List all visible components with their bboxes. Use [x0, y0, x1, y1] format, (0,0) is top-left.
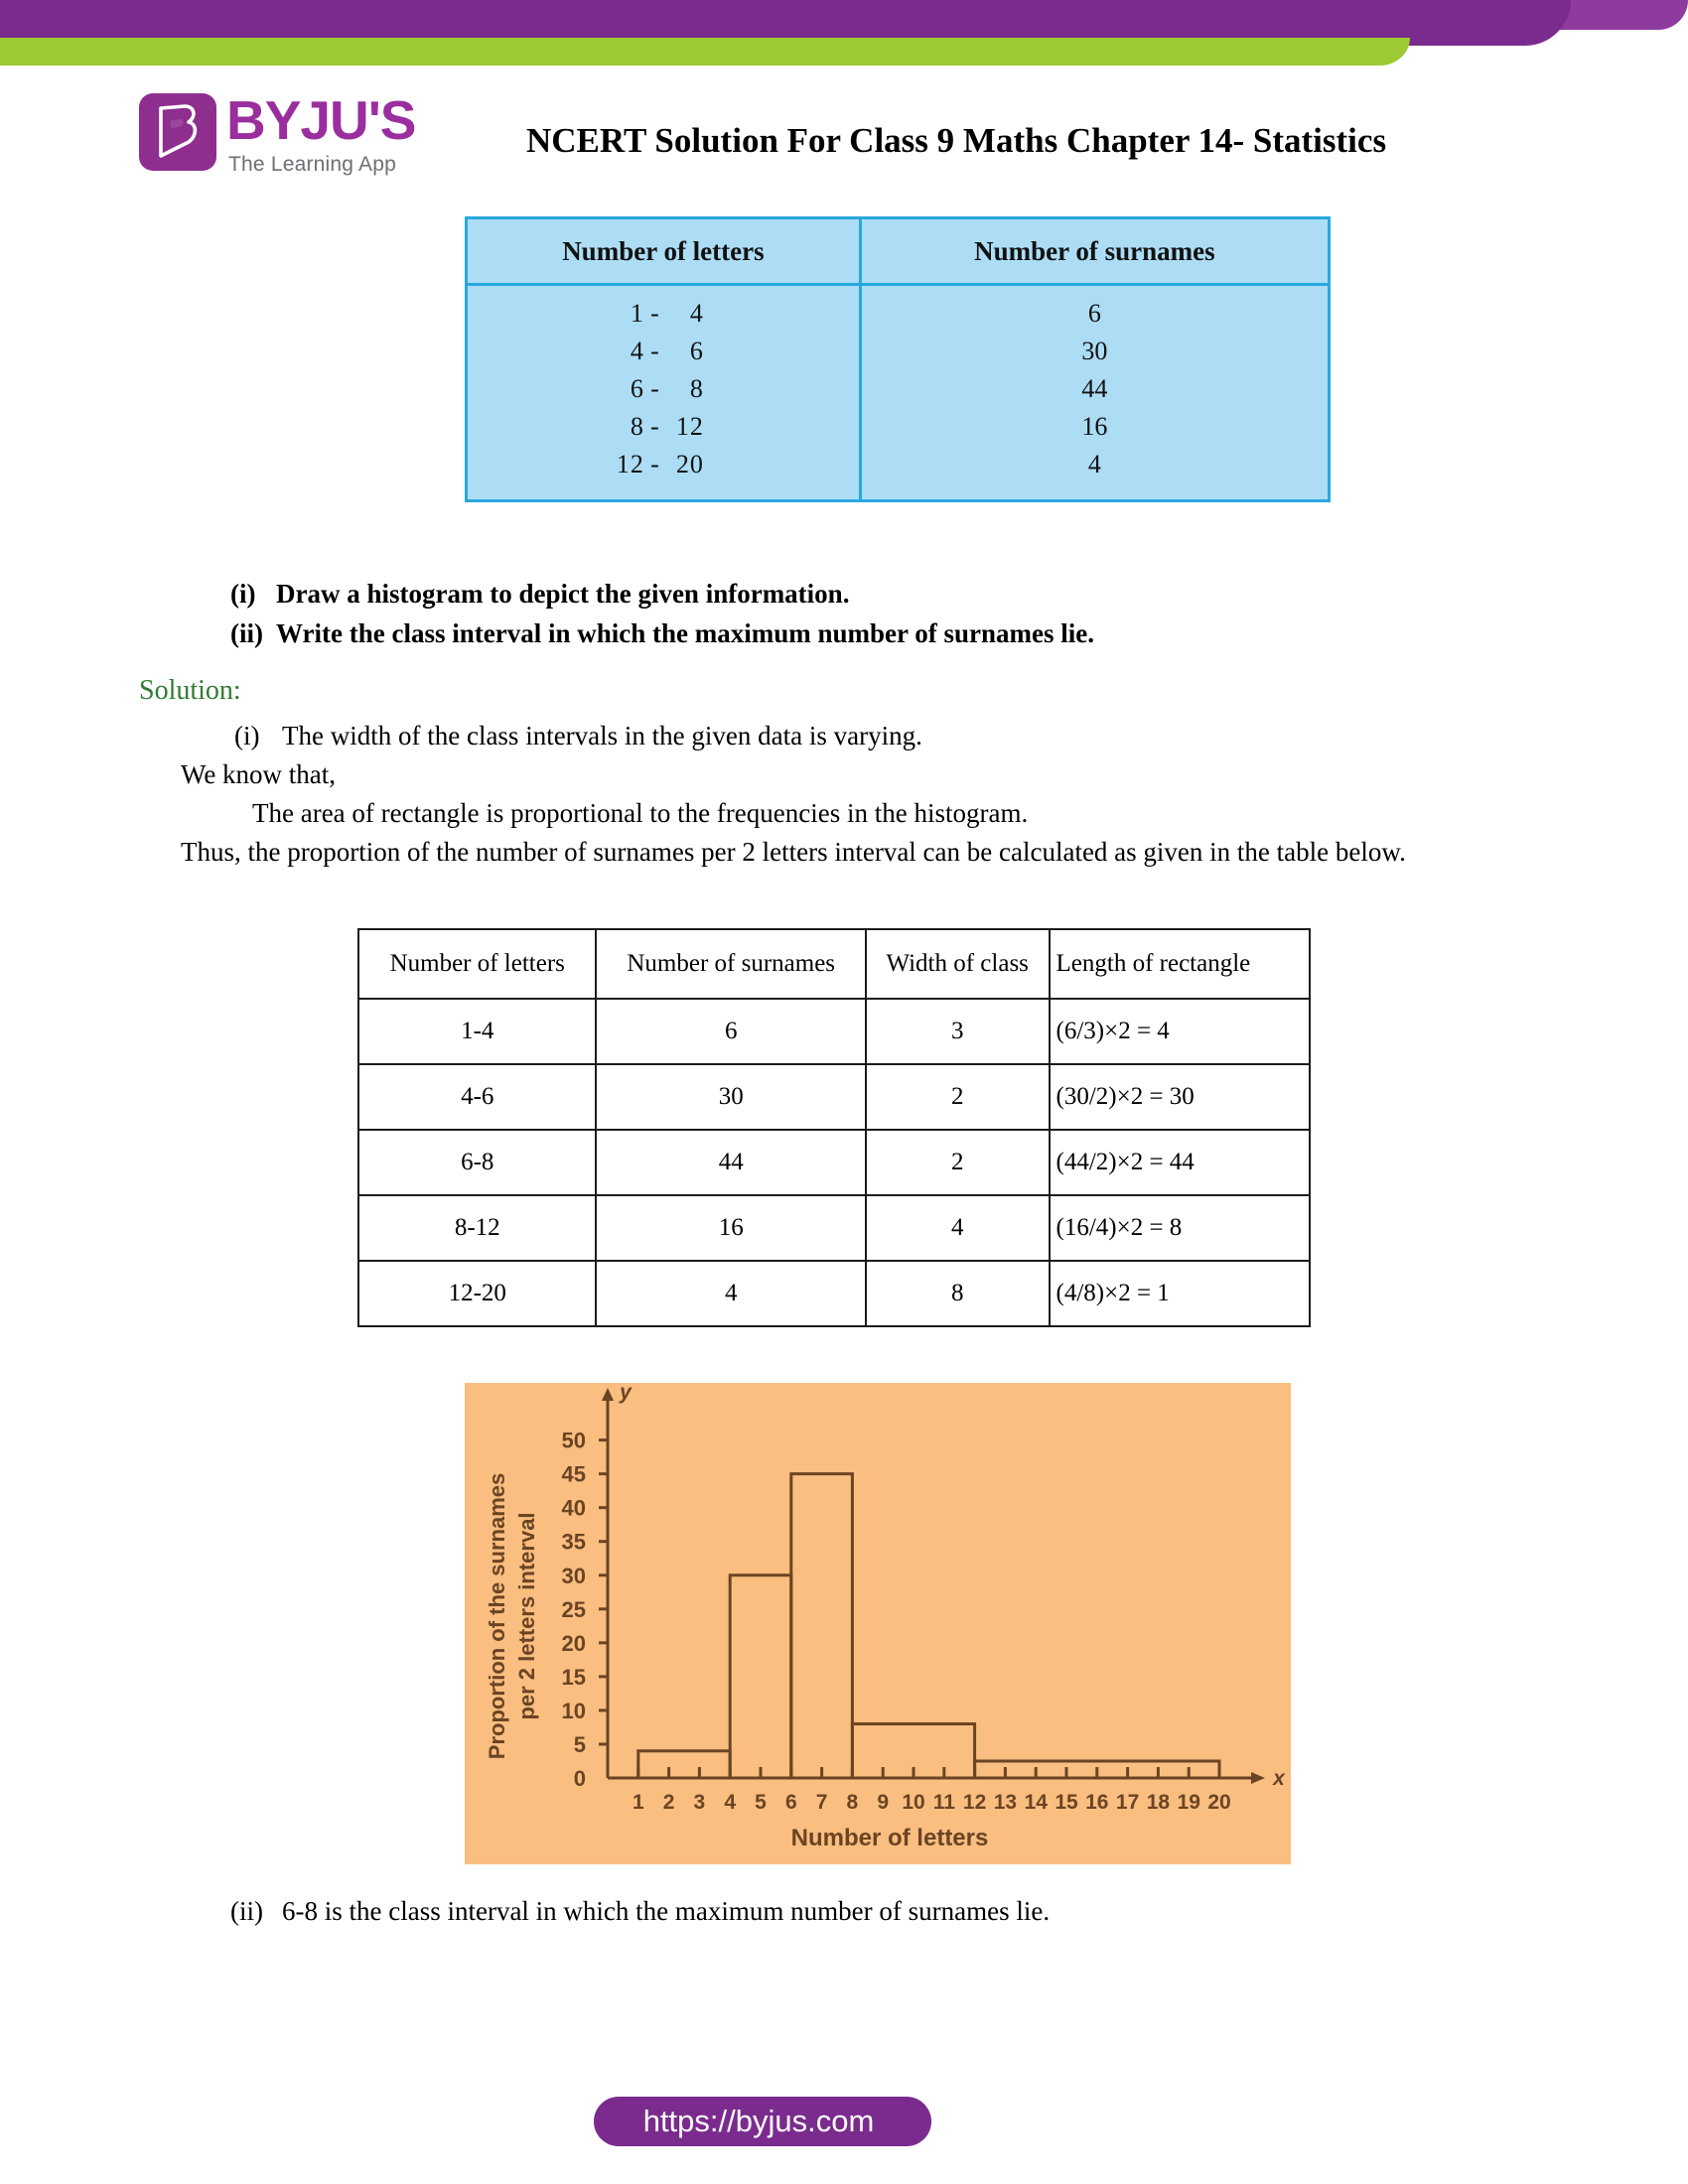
cell-width-of-class: 2 — [866, 1064, 1050, 1130]
interval-dash: - — [650, 412, 660, 441]
svg-text:y: y — [620, 1383, 632, 1404]
header-band-green — [0, 38, 1410, 66]
cell-class-interval — [468, 370, 860, 408]
svg-text:1: 1 — [632, 1791, 644, 1814]
cell-number-of-surnames: 4 — [596, 1261, 865, 1326]
interval-from: 8 — [630, 412, 644, 441]
cell-number-of-letters: 6-8 — [358, 1130, 596, 1195]
svg-text:x: x — [1273, 1767, 1285, 1790]
byjus-logo — [139, 91, 437, 196]
cell-number-of-letters: 4-6 — [358, 1064, 596, 1130]
interval-to: 6 — [689, 337, 704, 365]
question-text: Draw a histogram to depict the given information. — [276, 579, 850, 609]
cell-class-interval — [468, 285, 860, 334]
interval-to: 20 — [675, 450, 704, 478]
interval-dash: - — [650, 337, 660, 365]
svg-text:5: 5 — [573, 1731, 586, 1757]
svg-text:5: 5 — [755, 1791, 767, 1814]
svg-text:8: 8 — [846, 1791, 859, 1814]
answer-number: (ii) — [230, 1896, 263, 1926]
cell-length-of-rectangle: (30/2)×2 = 30 — [1050, 1064, 1310, 1130]
answer-line — [230, 1896, 1050, 1927]
table-row — [358, 1130, 1310, 1195]
svg-text:18: 18 — [1146, 1791, 1171, 1814]
cell-length-of-rectangle: (16/4)×2 = 8 — [1050, 1195, 1310, 1261]
cell-width-of-class: 3 — [866, 999, 1050, 1064]
svg-text:4: 4 — [724, 1791, 737, 1814]
header-decoration — [0, 0, 1688, 77]
header-band-purple — [0, 0, 1571, 46]
logo-wordmark: BYJU'S — [226, 89, 416, 151]
question-item — [230, 614, 1094, 653]
svg-text:12: 12 — [962, 1791, 987, 1814]
svg-text:16: 16 — [1085, 1791, 1109, 1814]
table-row — [468, 408, 1328, 446]
interval-dash: - — [650, 450, 660, 478]
question-text: Write the class interval in which the maximum number of surnames lie. — [276, 618, 1094, 648]
svg-text:19: 19 — [1177, 1791, 1200, 1814]
cell-length-of-rectangle: (44/2)×2 = 44 — [1050, 1130, 1310, 1195]
column-header-number-of-surnames: Number of surnames — [860, 219, 1328, 285]
interval-to: 12 — [675, 412, 704, 441]
svg-text:9: 9 — [877, 1791, 890, 1814]
cell-class-interval — [468, 333, 860, 370]
interval-from: 12 — [616, 450, 644, 478]
question-number: (ii) — [230, 618, 263, 648]
svg-text:25: 25 — [561, 1596, 586, 1622]
svg-text:7: 7 — [815, 1791, 828, 1814]
table-row — [358, 999, 1310, 1064]
cell-number-of-surnames: 16 — [596, 1195, 865, 1261]
cell-number-of-letters: 1-4 — [358, 999, 596, 1064]
interval-from: 6 — [630, 374, 644, 403]
table-row — [468, 370, 1328, 408]
column-header-number-of-surnames: Number of surnames — [596, 929, 865, 999]
svg-text:2: 2 — [662, 1791, 675, 1814]
interval-to: 8 — [689, 374, 704, 403]
cell-length-of-rectangle: (4/8)×2 = 1 — [1050, 1261, 1310, 1326]
calculation-table — [357, 928, 1311, 1327]
answer-text: 6-8 is the class interval in which the maximum number of surnames lie. — [282, 1896, 1051, 1926]
cell-surname-count: 4 — [1087, 450, 1101, 478]
svg-text:11: 11 — [932, 1791, 955, 1814]
cell-width-of-class: 8 — [866, 1261, 1050, 1326]
table-header-row — [358, 929, 1310, 999]
column-header-number-of-letters: Number of letters — [358, 929, 596, 999]
cell-number-of-surnames: 6 — [596, 999, 865, 1064]
svg-text:20: 20 — [561, 1630, 586, 1656]
solution-heading: Solution: — [139, 675, 241, 706]
solution-line-text: The width of the class intervals in the given data is varying. — [282, 721, 922, 751]
table-row — [468, 446, 1328, 499]
svg-text:6: 6 — [784, 1791, 797, 1814]
histogram-chart — [465, 1383, 1291, 1864]
column-header-number-of-letters: Number of letters — [468, 219, 860, 285]
column-header-width-of-class: Width of class — [866, 929, 1050, 999]
svg-text:per 2 letters interval: per 2 letters interval — [514, 1512, 539, 1720]
cell-width-of-class: 4 — [866, 1195, 1050, 1261]
footer-url-pill[interactable] — [594, 2097, 931, 2146]
cell-width-of-class: 2 — [866, 1130, 1050, 1195]
column-header-length-of-rectangle: Length of rectangle — [1050, 929, 1310, 999]
svg-text:13: 13 — [993, 1791, 1018, 1814]
question-item — [230, 574, 1094, 614]
cell-surname-count: 16 — [1081, 412, 1108, 441]
interval-from: 1 — [630, 299, 644, 328]
cell-number-of-letters: 12-20 — [358, 1261, 596, 1326]
interval-to: 4 — [689, 299, 704, 328]
cell-surname-count: 44 — [1081, 374, 1108, 403]
svg-text:Proportion of the surnames: Proportion of the surnames — [485, 1472, 509, 1760]
svg-text:14: 14 — [1024, 1791, 1048, 1814]
cell-class-interval — [468, 446, 860, 499]
logo-b-glyph-icon — [155, 104, 199, 160]
cell-class-interval — [468, 408, 860, 446]
svg-text:50: 50 — [561, 1428, 586, 1453]
table-row — [358, 1064, 1310, 1130]
footer-url-text: https://byjus.com — [642, 2104, 875, 2138]
given-data-table-grid — [468, 219, 1328, 499]
svg-text:15: 15 — [561, 1664, 586, 1690]
svg-text:Number of letters: Number of letters — [790, 1825, 989, 1851]
cell-length-of-rectangle: (6/3)×2 = 4 — [1050, 999, 1310, 1064]
table-row — [358, 1195, 1310, 1261]
svg-text:0: 0 — [573, 1766, 586, 1791]
question-number: (i) — [230, 579, 256, 609]
solution-line-number: (i) — [234, 721, 260, 751]
question-list — [230, 574, 1094, 653]
svg-text:15: 15 — [1055, 1791, 1078, 1814]
solution-line-2: We know that, — [181, 759, 337, 789]
svg-text:35: 35 — [561, 1529, 586, 1555]
table-header-row — [468, 219, 1328, 285]
logo-tagline: The Learning App — [228, 153, 396, 176]
table-row — [468, 285, 1328, 334]
given-data-table — [465, 216, 1331, 502]
solution-line-3: The area of rectangle is proportional to the frequencies in the histogram. — [252, 798, 1029, 828]
interval-from: 4 — [630, 337, 644, 365]
svg-text:40: 40 — [561, 1495, 586, 1521]
svg-text:17: 17 — [1115, 1791, 1140, 1814]
svg-text:3: 3 — [693, 1791, 706, 1814]
solution-body — [181, 717, 1555, 872]
svg-text:45: 45 — [561, 1461, 586, 1487]
interval-dash: - — [650, 299, 660, 328]
svg-text:30: 30 — [561, 1563, 586, 1588]
logo-mark-icon — [139, 93, 216, 171]
solution-line-1 — [234, 717, 1555, 755]
table-row — [468, 333, 1328, 370]
header-band-purple-accent — [1470, 0, 1688, 30]
svg-text:20: 20 — [1207, 1791, 1231, 1814]
page-title: NCERT Solution For Class 9 Maths Chapter 14- Statistics — [526, 121, 1387, 160]
solution-line-4: Thus, the proportion of the number of surnames per 2 letters interval can be calculated as given in the table below. — [181, 837, 1406, 867]
table-row — [358, 1261, 1310, 1326]
cell-surname-count: 6 — [1087, 299, 1101, 328]
cell-number-of-surnames: 30 — [596, 1064, 865, 1130]
interval-dash: - — [650, 374, 660, 403]
svg-text:10: 10 — [561, 1698, 586, 1723]
histogram-figure — [465, 1383, 1291, 1864]
cell-number-of-surnames: 44 — [596, 1130, 865, 1195]
cell-surname-count: 30 — [1081, 337, 1108, 365]
svg-text:10: 10 — [902, 1791, 925, 1814]
cell-number-of-letters: 8-12 — [358, 1195, 596, 1261]
